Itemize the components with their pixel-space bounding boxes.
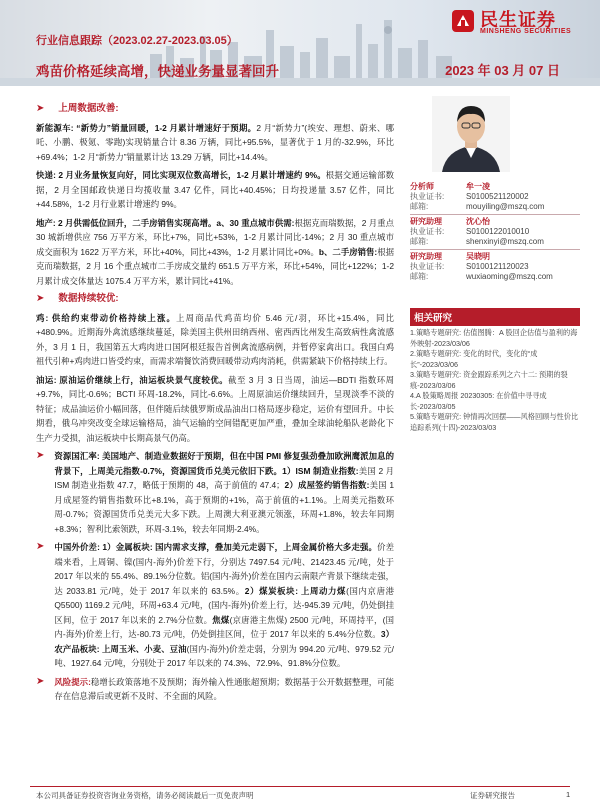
paragraph-chicken: 鸡: 供给约束带动价格持续上涨。上周商品代鸡苗均价 5.46 元/羽，环比+15.4%，同比+480.9%。近期海外禽流感继续蔓延，除美国主供州田纳西州、密西西比州发生高致病性禽流感外，3 月 1 日，我国第五大鸡肉进口国阿根廷报告首例禽流感病例，并暂停家禽出口。我国白鸡祖代引种+鸡肉进口皆受约束，而需求端餐饮消费回暖带动鸡肉消耗，供需紧缺下价格持续上行。	[36, 312, 394, 366]
logo-mark-icon	[450, 8, 476, 34]
analyst-email[interactable]: wuxiaoming@mszq.com	[466, 272, 553, 281]
related-research-title: 相关研究	[410, 308, 580, 326]
footer-divider	[30, 786, 570, 787]
related-research	[410, 308, 580, 433]
paragraph-realestate: 地产: 2 月供需低位回升，二手房销售实现高增。a、30 重点城市供需:根据克而瑞数据，2 月重点 30 城新增供应 756 万平方米，环比+7%，同比+53%，1-2 月累计同比-14%；2 月 30 重点城市成交面积为 1622 万平方米，环比+40%，同比+43%，1-2 月累计同比+0%。b、二手房销售:根据克而瑞数据，2 月 16 个重点城市二手房成交量约 651.5 万平方米，环比+54%，同比+122%；1-2 月累计成交体量达 1075.4 万平方米，累计同比+41%。	[36, 217, 395, 286]
related-item[interactable]: 5.策略专题研究: 钟情再次回摆——风格回顾与性价比追踪系列(十四)-2023/03/03	[410, 412, 579, 432]
paragraph-risk: ➤ 风险提示:稳增长政策落地不及预期；海外输入性通胀超预期；数据基于公开数据整理，可能存在信息滞后或更新不及时、不全面的风险。	[36, 675, 394, 704]
related-item[interactable]: 4.A 股策略周报 20230305: 在价值中寻寻成长-2023/03/05	[410, 391, 547, 411]
section-heading-strong: ➤ 数据持续较优:	[36, 292, 394, 307]
paragraph-price-spread: ➤ 中国外价差: 1）金属板块: 国内需求支撑，叠加美元走弱下，上周金属价格大多走强。价差端来看，上周铜、镍(国内-海外)价差下行，分别达 7497.54 元/吨、21423.45 元/吨，处于 2017 年以来的 55.4%、89.1%分位数。铝(国内-海外)价差在国内云南限产背景下继续走强，达 2033.81 元/吨，处于 2017 年以来的 63.5%。2）煤炭板块: 上周动力煤(国内京唐港 Q5500) 1169.2 元/吨，环周+63.4 元/吨，(国内-海外)价差上行，达-945.39 元/吨，仍处倒挂区间，位于 2017 年以来的 2.7%分位数。焦煤(京唐港主焦煤) 2500 元/吨，环周持平，(国内-海外)价差上行，达-80.73 元/吨，仍处倒挂区间，位于 2017 年以来的 5.4%分位数。3）农产品板块: 上周玉米、小麦、豆油(国内-海外)价差走弱，分别为 994.20 元/吨、979.52 元/吨、1927.64 元/吨，分别处于 2017 年以来的 74.3%、72.9%、91.8%分位数。	[36, 540, 394, 671]
related-item[interactable]: 2.策略专题研究: 变化的时代，变化的“成长”-2023/03/06	[410, 349, 538, 369]
paragraph-express: 快递: 2 月业务量恢复向好，同比实现双位数高增长，1-2 月累计增速约 9%。根据交通运输部数据，2 月全国邮政快递日均揽收量 3.47 亿件，同比+40.45%；日均投递量 3.57 亿件，同比+44.58%，1-2 月行业累计增速约 9%。	[36, 170, 395, 209]
paragraph-oil-shipping: 油运: 原油运价继续上行，油运板块景气度较优。截至 3 月 3 日当周，油运—BDTI 指数环周+9.7%，同比-0.6%；BCTI 环周-18.2%，同比-6.6%。上周原油运价继续回升，呈现淡季不淡的特征；成品油运价小幅回落，但伴随后续俄罗斯成品油出口格局逐步稳定，运价有望回升。中长期看，俄乌冲突改变全球运输格局，油气运输的空间错配更加严重，叠加全球油轮船队老龄化下生产力受损，油运板块中长期高景气仍高。	[36, 374, 394, 443]
divider	[410, 249, 580, 250]
analyst-info: 分析师 牟一凌 执业证书: S0100521120002 邮箱: mouyiling@mszq.com 研究助理 沈心怡 执业证书: S0100122010010 邮箱: shenxinyi@mszq.com 研究助理 吴晓明 执业证书: S0100121120023 邮箱: wuxiaoming@mszq.com	[410, 182, 580, 282]
main-content	[36, 100, 394, 708]
logo-text-cn: 民生证券	[480, 10, 556, 30]
paragraph-nev: 新能源车: “新势力”销量回暖，1-2 月累计增速好于预期。2 月“新势力”(埃安、理想、蔚来、哪吒、小鹏、极氪、零跑)实现销量合计 8.36 万辆，同比+95.5%，显著优于 1 月的-32.9%，环比+69.4%；1-2 月“新势力”销量累计达 13.29 万辆，同比+14.4%。	[36, 122, 394, 162]
arrow-right-icon: ➤	[36, 675, 45, 687]
report-subtitle: 行业信息跟踪（2023.02.27-2023.03.05）	[36, 35, 238, 47]
related-item[interactable]: 1.策略专题研究: 估值图腾：A 股回企估值与盈利的海外映射-2023/03/06	[410, 328, 578, 348]
arrow-right-icon: ➤	[36, 450, 45, 461]
analyst-photo	[432, 96, 510, 172]
disclaimer-note: 本公司具备证券投资咨询业务资格，请务必阅读最后一页免责声明	[36, 791, 254, 800]
related-item[interactable]: 3.策略专题研究: 资金跟踪系列之六十二: 预期的裂痕-2023/03/06	[410, 370, 568, 390]
arrow-right-icon: ➤	[36, 541, 45, 552]
report-date: 2023 年 03 月 07 日	[445, 63, 560, 78]
minsheng-logo	[446, 6, 586, 40]
arrow-right-icon: ➤	[36, 293, 45, 304]
header-banner	[0, 0, 600, 86]
related-research-list	[410, 328, 580, 433]
section-heading-improved: ➤ 上周数据改善:	[36, 102, 394, 117]
analyst-email[interactable]: shenxinyi@mszq.com	[466, 237, 544, 246]
analyst-email[interactable]: mouyiling@mszq.com	[466, 202, 545, 211]
arrow-right-icon: ➤	[36, 103, 45, 114]
logo-text-en: MINSHENG SECURITIES	[480, 28, 572, 35]
divider	[410, 214, 580, 215]
paragraph-fx: ➤ 资源国汇率: 美国地产、制造业数据好于预期，但在中国 PMI 修复强劲叠加欧洲鹰派加息的背景下，上周美元指数-0.7%，资源国货币兑美元依旧下跌。1）ISM 制造业指数:美国 2 月 ISM 制造业指数 47.7，略低于预期的 48，高于前值的 47.4；2）成屋签约销售指数:美国 1 月成屋签约销售指数环比+8.1%，高于预期的+1%，高于前值的+1.1%。上周美元指数环周-0.7%；资源国货币兑美元大多下跌。上周澳大利亚澳元领涨，环周+1.8%，较去年同期+8.3%；智利比索领跌，环周-3.1%，较去年同期-2.4%。	[36, 449, 394, 536]
page-number: 1	[566, 790, 571, 799]
report-type: 证券研究报告	[470, 791, 515, 800]
report-title: 鸡苗价格延续高增，快递业务量显著回升	[36, 64, 279, 79]
